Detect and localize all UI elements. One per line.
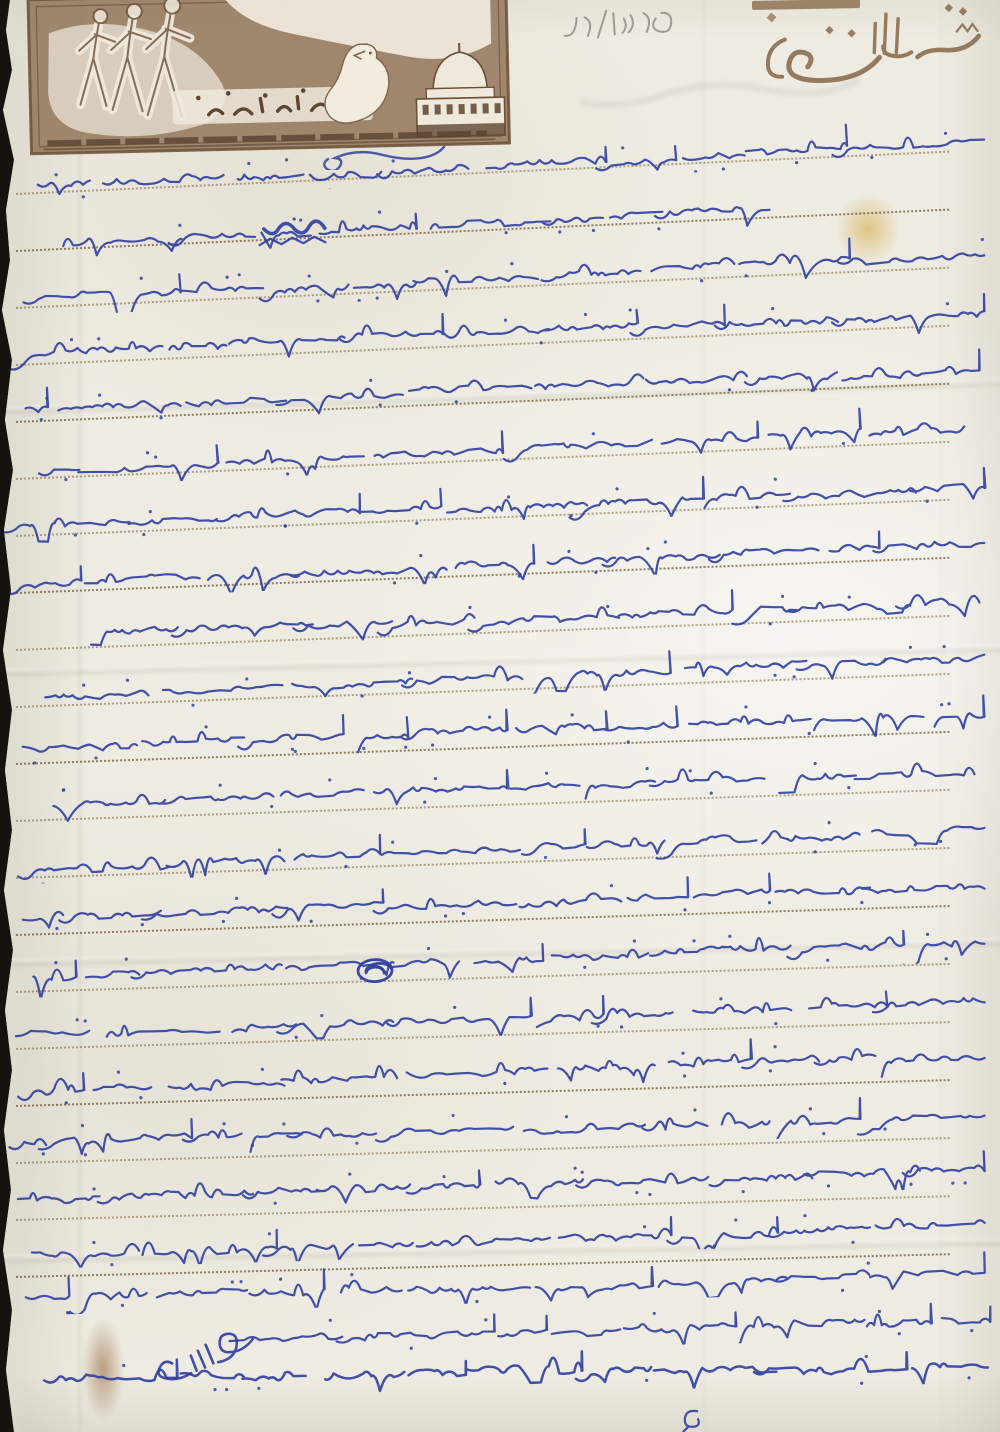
line-transcription [0,1358,1,1359]
trailing-vav-mark [675,1405,706,1432]
signature-transcription [0,0,1,1]
basmala-transcription [0,0,1,1]
line-transcription [0,1316,1,1317]
